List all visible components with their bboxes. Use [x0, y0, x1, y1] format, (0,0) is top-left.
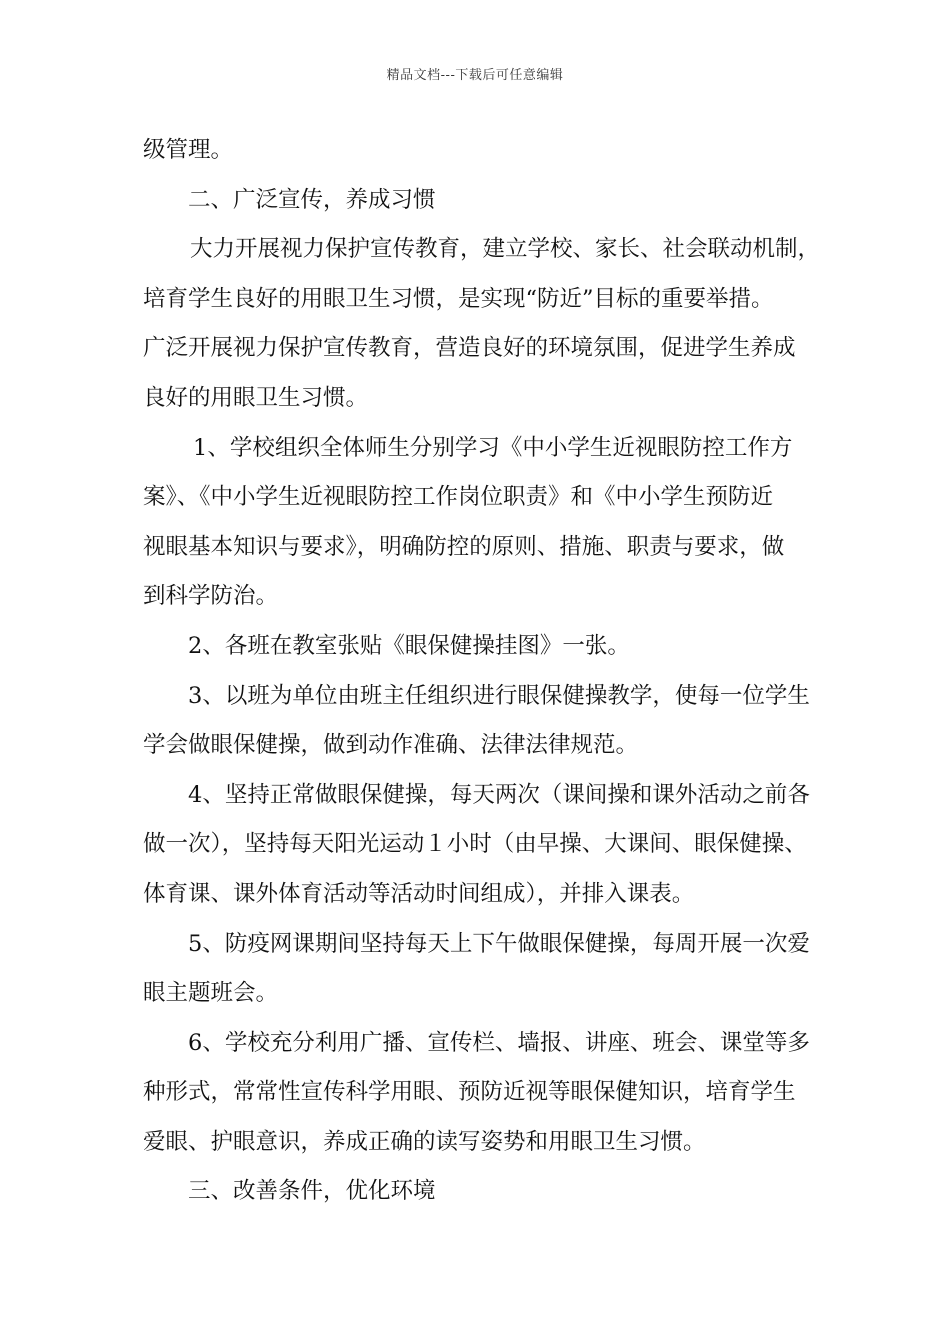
- list-item-6: 6、学校充分利用广播、宣传栏、墙报、讲座、班会、课堂等多: [188, 1029, 810, 1056]
- paragraph-line: 良好的用眼卫生习惯。: [143, 384, 369, 411]
- paragraph-line: 案》、《中小学生近视眼防控工作岗位职责》和《中小学生预防近: [143, 484, 774, 511]
- paragraph-line: 种形式，常常性宣传科学用眼、预防近视等眼保健知识，培育学生: [143, 1079, 796, 1106]
- paragraph-line: 眼主题班会。: [143, 980, 279, 1007]
- paragraph-line: 体育课、课外体育活动等活动时间组成），并排入课表。: [143, 880, 695, 907]
- list-item-1: 1、学校组织全体师生分别学习《中小学生近视眼防控工作方: [193, 434, 793, 461]
- section-heading-3: 三、改善条件，优化环境: [188, 1178, 436, 1205]
- section-heading-2: 二、广泛宣传，养成习惯: [188, 186, 436, 213]
- list-item-3: 3、以班为单位由班主任组织进行眼保健操教学，使每一位学生: [188, 682, 810, 709]
- paragraph-line: 爱眼、护眼意识，养成正确的读写姿势和用眼卫生习惯。: [143, 1128, 706, 1155]
- page-header: 精品文档---下载后可任意编辑: [386, 68, 564, 83]
- list-item-4: 4、坚持正常做眼保健操，每天两次（课间操和课外活动之前各: [188, 781, 810, 808]
- list-item-5: 5、防疫网课期间坚持每天上下午做眼保健操，每周开展一次爱: [188, 930, 810, 957]
- paragraph-line: 培育学生良好的用眼卫生习惯，是实现“防近”目标的重要举措。: [143, 285, 774, 312]
- paragraph-line: 做一次），坚持每天阳光运动１小时（由早操、大课间、眼保健操、: [143, 831, 807, 858]
- paragraph-line: 视眼基本知识与要求》，明确防控的原则、措施、职责与要求，做: [143, 533, 785, 560]
- paragraph-line: 大力开展视力保护宣传教育，建立学校、家长、社会联动机制，: [190, 236, 821, 263]
- paragraph-line: 到科学防治。: [143, 583, 279, 610]
- paragraph-line: 学会做眼保健操，做到动作准确、法律法律规范。: [143, 732, 639, 759]
- paragraph-line: 广泛开展视力保护宣传教育，营造良好的环境氛围，促进学生养成: [143, 335, 796, 362]
- list-item-2: 2、各班在教室张贴《眼保健操挂图》一张。: [188, 632, 630, 659]
- paragraph-line: 级管理。: [143, 137, 234, 163]
- document-body: [143, 126, 821, 1217]
